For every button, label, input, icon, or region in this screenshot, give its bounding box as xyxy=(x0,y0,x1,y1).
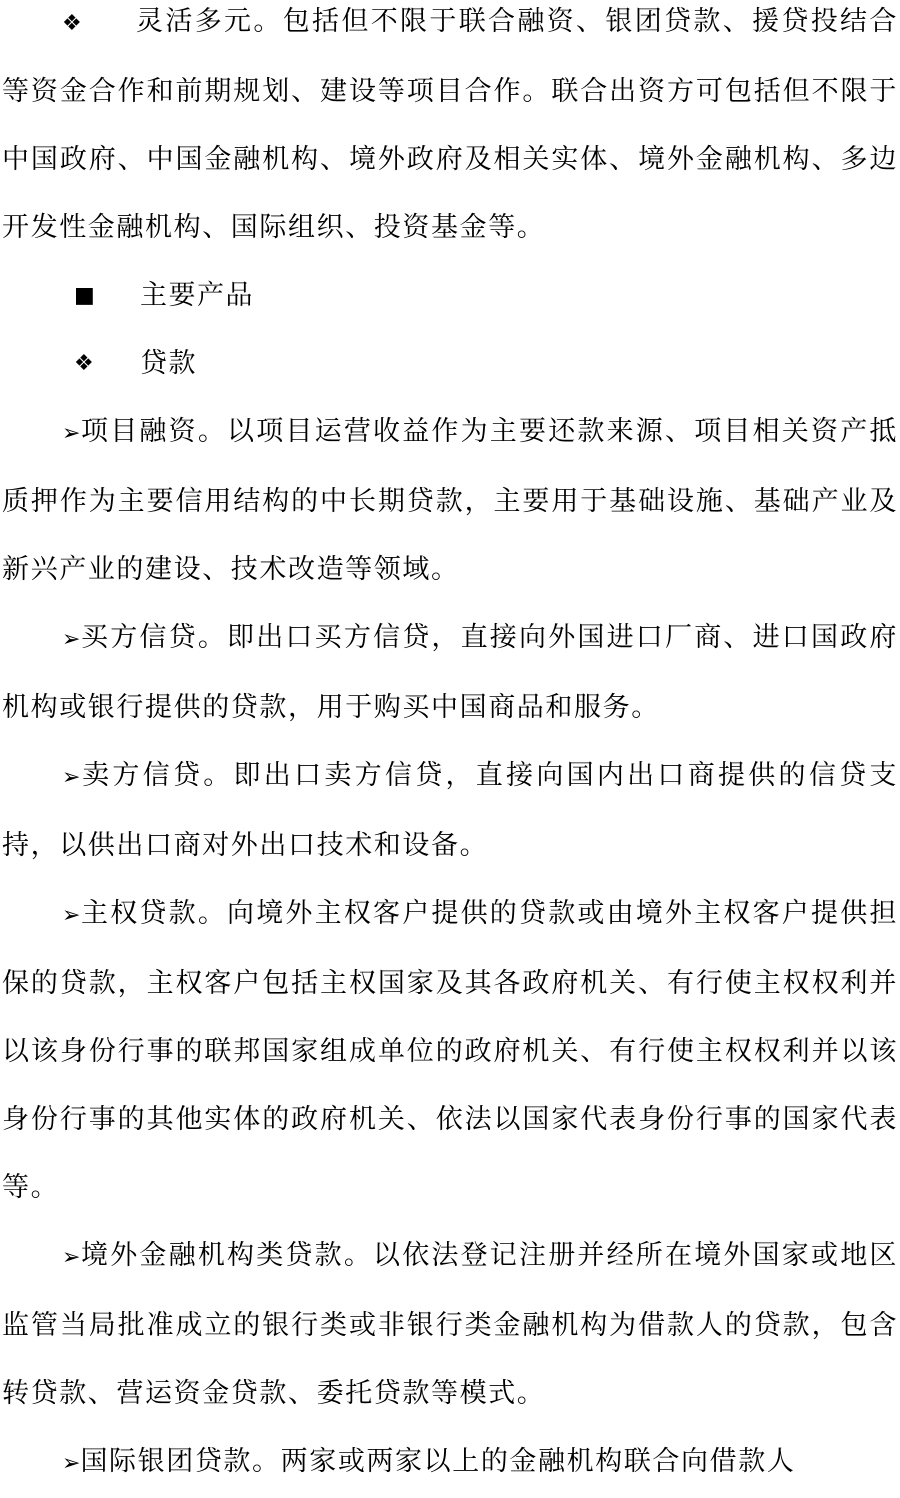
subsection-title: 贷款 xyxy=(140,348,197,379)
item-text: 主权贷款。向境外主权客户提供的贷款或由境外主权客户提供担保的贷款，主权客户包括主权国家及其各政府机关、有行使主权权利并以该身份行事的联邦国家组成单位的政府机关、有行使主权权利并以该身份行事的其他实体的政府机关、依法以国家代表身份行事的国家代表等。 xyxy=(2,898,898,1203)
list-item xyxy=(2,604,898,742)
list-item xyxy=(2,398,898,604)
arrow-bullet-icon: ➢ xyxy=(62,627,81,652)
intro-text: 灵活多元。包括但不限于联合融资、银团贷款、援贷投结合等资金合作和前期规划、建设等项目合作。联合出资方可包括但不限于中国政府、中国金融机构、境外政府及相关实体、境外金融机构、多边开发性金融机构、国际组织、投资基金等。 xyxy=(2,6,898,243)
arrow-bullet-icon: ➢ xyxy=(62,1451,81,1476)
item-text: 卖方信贷。即出口卖方信贷，直接向国内出口商提供的信贷支持，以供出口商对外出口技术和设备。 xyxy=(2,760,898,861)
item-text: 买方信贷。即出口买方信贷，直接向外国进口厂商、进口国政府机构或银行提供的贷款，用于购买中国商品和服务。 xyxy=(2,622,898,723)
list-item xyxy=(2,880,898,1222)
item-text: 境外金融机构类贷款。以依法登记注册并经所在境外国家或地区监管当局批准成立的银行类或非银行类金融机构为借款人的贷款，包含转贷款、营运资金贷款、委托贷款等模式。 xyxy=(2,1240,898,1409)
intro-paragraph xyxy=(2,0,898,262)
list-item xyxy=(2,1428,898,1498)
item-text: 项目融资。以项目运营收益作为主要还款来源、项目相关资产抵质押作为主要信用结构的中长期贷款，主要用于基础设施、基础产业及新兴产业的建设、技术改造等领域。 xyxy=(2,416,898,585)
square-bullet-icon: ■ xyxy=(74,283,97,308)
diamond-bullet-icon: ❖ xyxy=(74,351,96,376)
section-title: 主要产品 xyxy=(140,280,254,311)
arrow-bullet-icon: ➢ xyxy=(62,765,81,790)
section-heading xyxy=(2,262,898,330)
subsection-heading xyxy=(2,330,898,398)
arrow-bullet-icon: ➢ xyxy=(62,1245,81,1270)
diamond-bullet-icon: ❖ xyxy=(62,11,84,36)
list-item xyxy=(2,1222,898,1428)
list-item xyxy=(2,742,898,880)
arrow-bullet-icon: ➢ xyxy=(62,421,81,446)
item-text: 国际银团贷款。两家或两家以上的金融机构联合向借款人 xyxy=(80,1446,796,1477)
arrow-bullet-icon: ➢ xyxy=(62,903,81,928)
